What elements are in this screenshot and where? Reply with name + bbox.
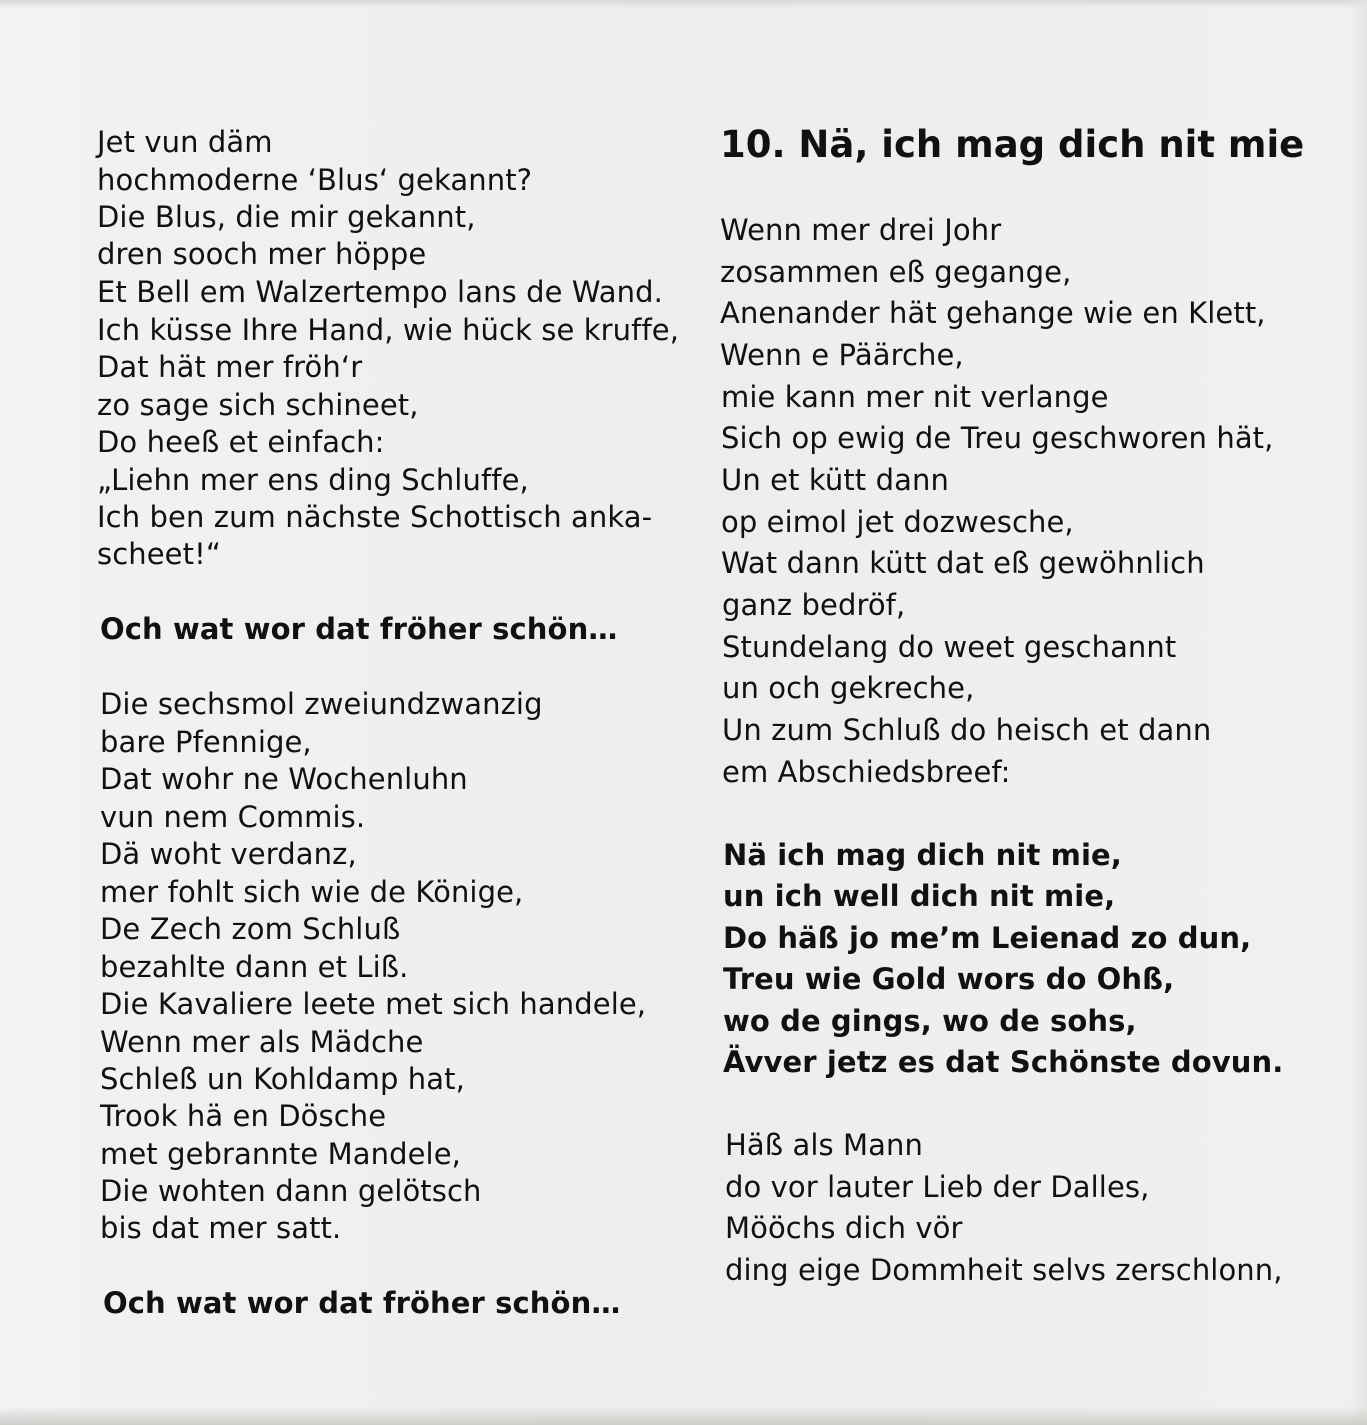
lyric-line: Die sechsmol zweiundzwanzig xyxy=(100,687,543,721)
lyric-line: ding eige Dommheit selvs zerschlonn, xyxy=(725,1253,1283,1287)
refrain-line: Och wat wor dat fröher schön… xyxy=(100,612,618,646)
lyric-line: hochmoderne ‘Blus‘ gekannt? xyxy=(97,163,533,197)
lyric-line: Die wohten dann gelötsch xyxy=(100,1174,482,1208)
lyric-line: bare Pfennige, xyxy=(100,725,312,759)
page-right-edge xyxy=(1347,0,1367,1425)
refrain-line: Treu wie Gold wors do Ohß, xyxy=(723,962,1175,996)
lyric-line: un och gekreche, xyxy=(722,671,975,705)
lyric-line: bis dat mer satt. xyxy=(100,1211,342,1245)
page-bottom-edge xyxy=(0,1407,1367,1425)
lyric-line: Wenn mer drei Johr xyxy=(720,213,1002,247)
lyric-line: Dat hät mer fröh‘r xyxy=(97,350,363,384)
lyric-line: Jet vun däm xyxy=(97,125,273,159)
lyric-line: Un zum Schluß do heisch et dann xyxy=(722,713,1212,747)
lyric-line: Die Blus, die mir gekannt, xyxy=(97,200,476,234)
lyric-line: Trook hä en Dösche xyxy=(100,1099,387,1133)
refrain-line: Ävver jetz es dat Schönste dovun. xyxy=(723,1045,1284,1079)
song-title: 10. Nä, ich mag dich nit mie xyxy=(720,123,1305,166)
lyric-line: em Abschiedsbreef: xyxy=(722,755,1011,789)
lyric-line: Wat dann kütt dat eß gewöhnlich xyxy=(721,546,1205,580)
refrain-line: Do häß jo me’m Leienad zo dun, xyxy=(723,921,1252,955)
lyric-line: mer fohlt sich wie de Könige, xyxy=(100,875,524,909)
lyric-line: mie kann mer nit verlange xyxy=(721,380,1109,414)
lyric-line: Un et kütt dann xyxy=(721,463,949,497)
lyric-line: Die Kavaliere leete met sich handele, xyxy=(100,987,647,1021)
lyric-line: Dä woht verdanz, xyxy=(100,837,357,871)
lyric-line: Häß als Mann xyxy=(725,1128,923,1162)
lyric-line: op eimol jet dozwesche, xyxy=(721,505,1074,539)
lyric-line: vun nem Commis. xyxy=(100,800,366,834)
lyric-line: do vor lauter Lieb der Dalles, xyxy=(725,1170,1150,1204)
lyric-line: Wenn e Päärche, xyxy=(720,338,964,372)
lyric-line: De Zech zom Schluß xyxy=(100,912,401,946)
lyric-line: Stundelang do weet geschannt xyxy=(722,630,1177,664)
lyric-line: met gebrannte Mandele, xyxy=(100,1137,461,1171)
refrain-line: Och wat wor dat fröher schön… xyxy=(103,1286,621,1320)
lyric-line: dren sooch mer höppe xyxy=(97,237,427,271)
lyric-line: Do heeß et einfach: xyxy=(97,425,385,459)
page-top-edge xyxy=(0,0,1367,8)
lyric-line: Dat wohr ne Wochenluhn xyxy=(100,762,468,796)
lyric-line: scheet!“ xyxy=(97,537,221,571)
lyric-line: Ich ben zum nächste Schottisch anka- xyxy=(97,500,653,534)
refrain-line: wo de gings, wo de sohs, xyxy=(723,1004,1137,1038)
lyric-line: Mööchs dich vör xyxy=(725,1211,963,1245)
lyric-line: zo sage sich schineet, xyxy=(97,388,419,422)
refrain-line: Nä ich mag dich nit mie, xyxy=(723,838,1122,872)
lyric-line: ganz bedröf, xyxy=(722,588,906,622)
lyric-line: Schleß un Kohldamp hat, xyxy=(100,1062,465,1096)
lyric-line: Anenander hät gehange wie en Klett, xyxy=(720,296,1266,330)
lyric-line: Ich küsse Ihre Hand, wie hück se kruffe, xyxy=(97,313,680,347)
lyric-line: Wenn mer als Mädche xyxy=(100,1025,424,1059)
lyric-line: „Liehn mer ens ding Schluffe, xyxy=(97,463,529,497)
lyric-line: zosammen eß gegange, xyxy=(720,255,1072,289)
lyric-line: Sich op ewig de Treu geschworen hät, xyxy=(721,421,1274,455)
refrain-line: un ich well dich nit mie, xyxy=(723,879,1116,913)
lyric-line: bezahlte dann et Liß. xyxy=(100,950,409,984)
lyric-line: Et Bell em Walzertempo lans de Wand. xyxy=(97,275,663,309)
